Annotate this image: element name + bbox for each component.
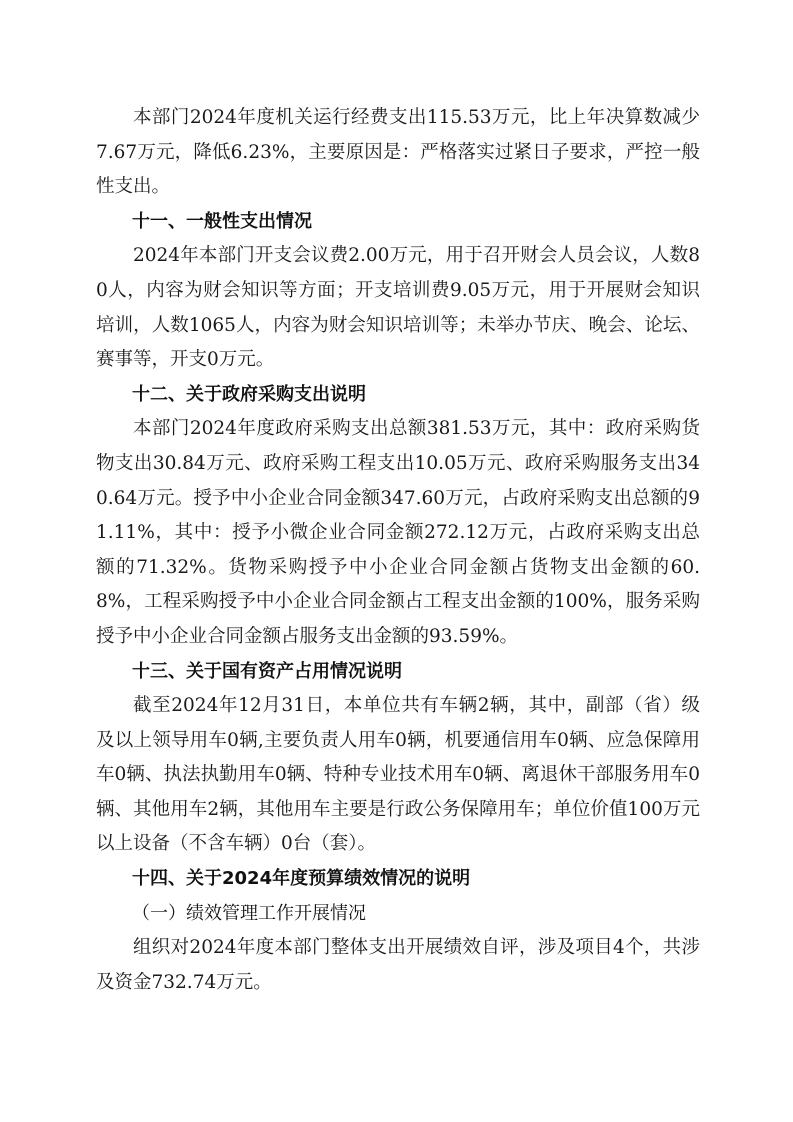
paragraph-general-expenditure: 2024年本部门开支会议费2.00万元，用于召开财会人员会议，人数80人，内容为财会知识等方面；开支培训费9.05万元，用于开展财会知识培训，人数1065人，内容为财会知识培训等；未举办节庆、晚会、论坛、赛事等，开支0万元。 <box>96 245 700 371</box>
paragraph-government-procurement: 本部门2024年度政府采购支出总额381.53万元，其中：政府采购货物支出30.84万元、政府采购工程支出10.05万元、政府采购服务支出340.64万元。授予中小企业合同金额347.60万元，占政府采购支出总额的91.11%，其中：授予小微企业合同金额272.12万元，占政府采购支出总额的71.32%。货物采购授予中小企业合同金额占货物支出金额的60.8%，工程采购授予中小企业合同金额占工程支出金额的100%，服务采购授予中小企业合同金额占服务支出金额的93.59%。 <box>96 418 700 647</box>
heading-general-expenditure: 十一、一般性支出情况 <box>132 210 312 232</box>
document-body <box>96 101 700 1000</box>
paragraph-operating-expenses: 本部门2024年度机关运行经费支出115.53万元，比上年决算数减少7.67万元，降低6.23%，主要原因是：严格落实过紧日子要求，严控一般性支出。 <box>96 107 700 198</box>
heading-budget-performance: 十四、关于2024年度预算绩效情况的说明 <box>132 868 471 890</box>
paragraph-performance-evaluation: 组织对2024年度本部门整体支出开展绩效自评，涉及项目4个，共涉及资金732.74万元。 <box>96 937 700 993</box>
paragraph-state-assets: 截至2024年12月31日，本单位共有车辆2辆，其中，副部（省）级及以上领导用车0辆,主要负责人用车0辆，机要通信用车0辆、应急保障用车0辆、执法执勤用车0辆、特种专业技术用车0辆、离退休干部服务用车0辆、其他用车2辆，其他用车主要是行政公务保障用车；单位价值100万元以上设备（不含车辆）0台（套）。 <box>96 695 700 855</box>
heading-state-assets: 十三、关于国有资产占用情况说明 <box>132 660 402 682</box>
subheading-performance-management: （一）绩效管理工作开展情况 <box>132 902 366 924</box>
heading-government-procurement: 十二、关于政府采购支出说明 <box>132 383 366 405</box>
